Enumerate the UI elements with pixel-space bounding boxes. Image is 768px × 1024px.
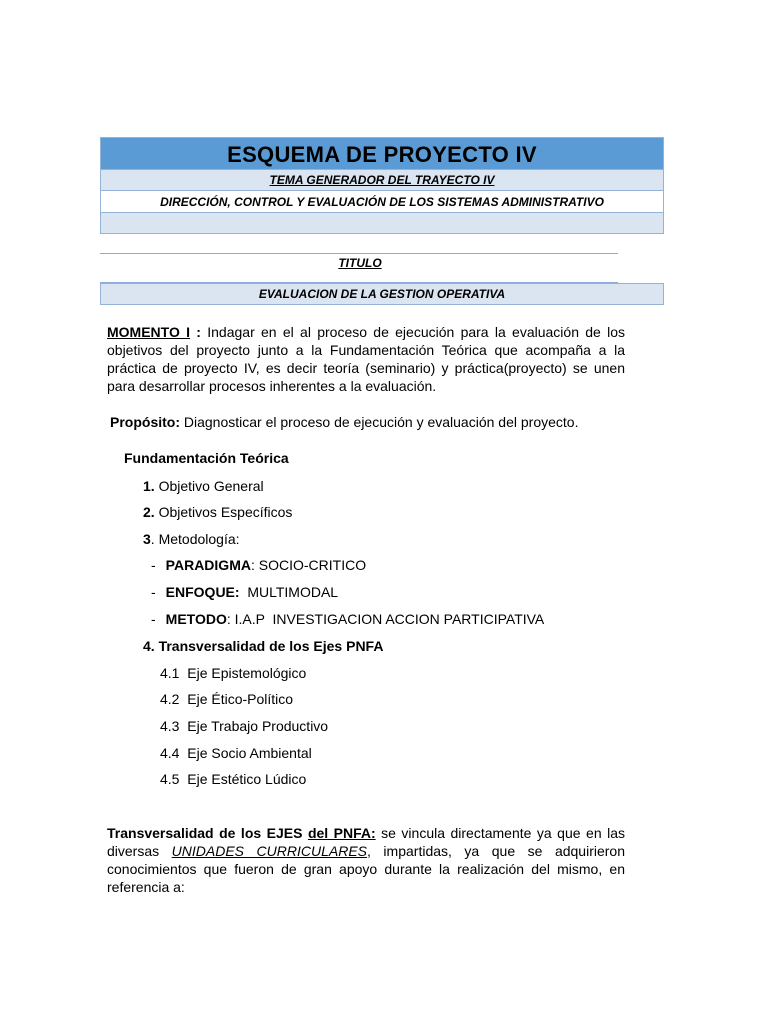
- metodologia-item: - METODO: I.A.P INVESTIGACION ACCION PARTICIPATIVA: [151, 611, 545, 627]
- eje-item: 4.5 Eje Estético Lúdico: [160, 771, 307, 787]
- separator-line: [100, 253, 618, 254]
- eje-item: 4.1 Eje Epistemológico: [160, 665, 307, 681]
- transversalidad-text-2: , impartidas, ya que se adquirieron conocimientos que fueron de gran apoyo durante la realización del mismo, en referencia a:: [107, 843, 625, 895]
- list-item: 1. Objetivo General: [143, 478, 264, 494]
- momento-text: Indagar en el al proceso de ejecución para la evaluación de los objetivos del proyecto junto a la Fundamentación Teórica que acompaña a la práctica de proyecto IV, es decir teoría (seminario) y práctica(proyecto) se unen para desarrollar procesos inherentes a la evaluación.: [107, 324, 625, 394]
- fundamentacion-title: Fundamentación Teórica: [124, 450, 289, 466]
- tema-generador: TEMA GENERADOR DEL TRAYECTO IV: [269, 173, 495, 187]
- list-item: 3. Metodología:: [143, 531, 240, 547]
- proposito-paragraph: [110, 413, 670, 431]
- proposito-text: Diagnosticar el proceso de ejecución y evaluación del proyecto.: [180, 414, 579, 430]
- eje-item: 4.2 Eje Ético-Político: [160, 691, 294, 707]
- eje-item: 4.4 Eje Socio Ambiental: [160, 745, 312, 761]
- transversalidad-item: 4. Transversalidad de los Ejes PNFA: [143, 638, 384, 654]
- unidades-curriculares: UNIDADES CURRICULARES: [171, 843, 368, 859]
- pnfa-label: del PNFA:: [307, 825, 376, 841]
- tema-row: [101, 170, 664, 191]
- momento-label: MOMENTO I: [107, 324, 191, 340]
- titulo-value: EVALUACION DE LA GESTION OPERATIVA: [100, 283, 664, 305]
- transversalidad-paragraph: [107, 824, 625, 896]
- eje-item: 4.3 Eje Trabajo Productivo: [160, 718, 329, 734]
- momento-colon: :: [190, 324, 201, 340]
- transversalidad-label: Transversalidad de los EJES: [107, 825, 308, 841]
- metodologia-item: - PARADIGMA: SOCIO-CRITICO: [151, 557, 367, 573]
- direccion-row: [101, 191, 664, 213]
- titulo-label: TITULO: [338, 256, 382, 270]
- document-title: ESQUEMA DE PROYECTO IV: [227, 141, 537, 167]
- header-title-row: [101, 138, 664, 170]
- metodologia-item: - ENFOQUE: MULTIMODAL: [151, 584, 339, 600]
- empty-row: [101, 213, 664, 234]
- header-table: [100, 137, 664, 234]
- direccion-text: DIRECCIÓN, CONTROL Y EVALUACIÓN DE LOS SISTEMAS ADMINISTRATIVO: [160, 194, 604, 209]
- proposito-label: Propósito:: [110, 414, 180, 430]
- momento-paragraph: [107, 323, 625, 395]
- transversalidad-text-1: se vincula directamente ya que en las diversas: [107, 825, 625, 859]
- list-item: 2. Objetivos Específicos: [143, 504, 293, 520]
